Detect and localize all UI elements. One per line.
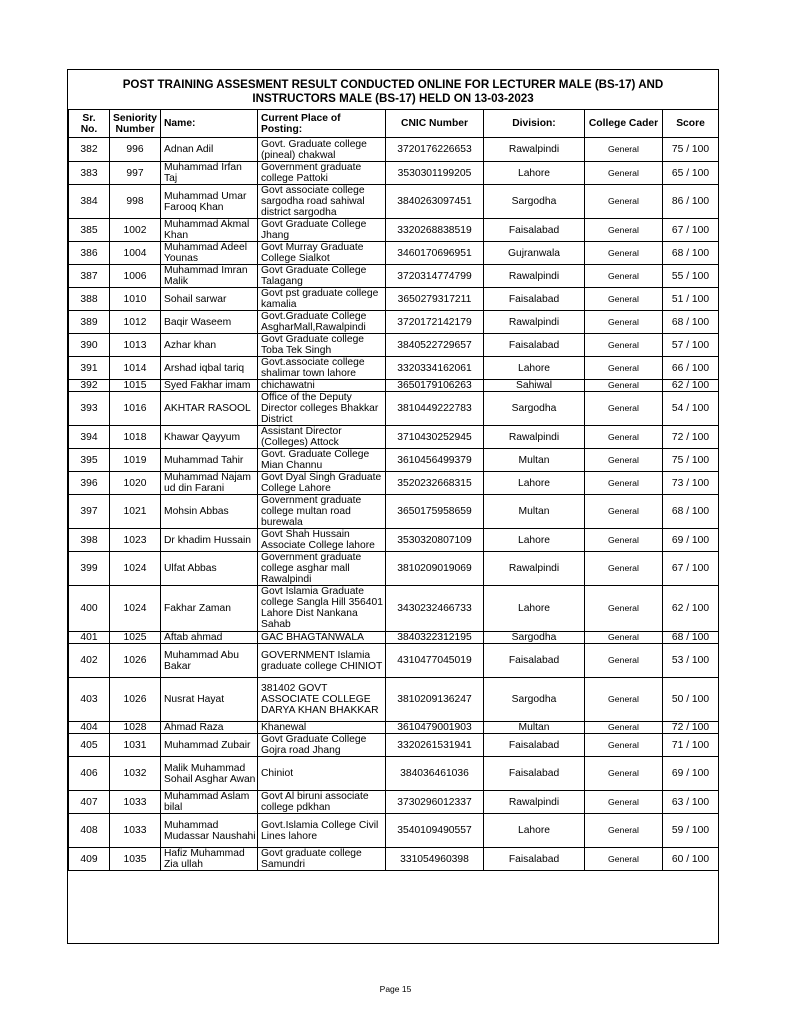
row-division: Sargodha — [484, 392, 585, 426]
header-place: Current Place of Posting: — [258, 110, 386, 138]
row-score: 75 / 100 — [663, 138, 719, 162]
row-division: Faisalabad — [484, 288, 585, 311]
row-seniority: 998 — [110, 185, 161, 219]
row-name: Azhar khan — [161, 334, 258, 357]
row-score: 68 / 100 — [663, 495, 719, 529]
header-name: Name: — [161, 110, 258, 138]
row-cadre: General — [585, 162, 663, 185]
title-line-1: POST TRAINING ASSESMENT RESULT CONDUCTED ONLINE FOR LECTURER MALE (BS-17) AND — [122, 78, 664, 91]
row-cnic: 384036461036 — [386, 757, 484, 791]
row-division: Lahore — [484, 586, 585, 632]
row-score: 67 / 100 — [663, 219, 719, 242]
row-name: Muhammad Abu Bakar — [161, 644, 258, 678]
row-place: Govt Dyal Singh Graduate College Lahore — [258, 472, 386, 495]
row-cadre: General — [585, 586, 663, 632]
row-score: 62 / 100 — [663, 586, 719, 632]
row-division: Rawalpindi — [484, 138, 585, 162]
row-division: Lahore — [484, 357, 585, 380]
header-division: Division: — [484, 110, 585, 138]
row-sr: 384 — [69, 185, 110, 219]
row-place: Khanewal — [258, 722, 386, 734]
row-seniority: 1014 — [110, 357, 161, 380]
row-cnic: 3430232466733 — [386, 586, 484, 632]
row-cnic: 3530301199205 — [386, 162, 484, 185]
row-name: Muhammad Tahir — [161, 449, 258, 472]
row-name: Muhammad Zubair — [161, 734, 258, 757]
row-cadre: General — [585, 426, 663, 449]
row-score: 73 / 100 — [663, 472, 719, 495]
row-place: Govt Al biruni associate college pdkhan — [258, 791, 386, 814]
header-cnic: CNIC Number — [386, 110, 484, 138]
row-place: Govt pst graduate college kamalia — [258, 288, 386, 311]
row-division: Rawalpindi — [484, 426, 585, 449]
row-sr: 392 — [69, 380, 110, 392]
row-sr: 391 — [69, 357, 110, 380]
row-division: Rawalpindi — [484, 552, 585, 586]
row-cadre: General — [585, 334, 663, 357]
title-line-2: INSTRUCTORS MALE (BS-17) HELD ON 13-03-2023 — [252, 92, 534, 105]
row-cadre: General — [585, 734, 663, 757]
row-score: 68 / 100 — [663, 632, 719, 644]
row-place: 381402 GOVT ASSOCIATE COLLEGE DARYA KHAN BHAKKAR — [258, 678, 386, 722]
row-seniority: 1015 — [110, 380, 161, 392]
table-row — [69, 242, 719, 265]
row-name: Muhammad Najam ud din Farani — [161, 472, 258, 495]
row-cnic: 3720176226653 — [386, 138, 484, 162]
table-row — [69, 632, 719, 644]
row-place: Govt Graduate College Jhang — [258, 219, 386, 242]
row-seniority: 997 — [110, 162, 161, 185]
row-cnic: 3810209019069 — [386, 552, 484, 586]
table-row — [69, 185, 719, 219]
row-cnic: 3720314774799 — [386, 265, 484, 288]
row-cadre: General — [585, 242, 663, 265]
table-row — [69, 552, 719, 586]
table-header-row — [69, 110, 719, 138]
header-score: Score — [663, 110, 719, 138]
row-sr: 393 — [69, 392, 110, 426]
row-cnic: 3720172142179 — [386, 311, 484, 334]
row-score: 60 / 100 — [663, 848, 719, 871]
row-cadre: General — [585, 265, 663, 288]
row-seniority: 1019 — [110, 449, 161, 472]
row-place: Govt associate college sargodha road sahiwal district sargodha — [258, 185, 386, 219]
row-seniority: 1013 — [110, 334, 161, 357]
table-row — [69, 644, 719, 678]
row-division: Faisalabad — [484, 757, 585, 791]
table-row — [69, 380, 719, 392]
row-sr: 388 — [69, 288, 110, 311]
row-place: Govt.associate college shalimar town lahore — [258, 357, 386, 380]
row-sr: 395 — [69, 449, 110, 472]
row-division: Rawalpindi — [484, 265, 585, 288]
row-sr: 397 — [69, 495, 110, 529]
row-score: 51 / 100 — [663, 288, 719, 311]
row-score: 57 / 100 — [663, 334, 719, 357]
row-name: Sohail sarwar — [161, 288, 258, 311]
row-sr: 407 — [69, 791, 110, 814]
row-score: 54 / 100 — [663, 392, 719, 426]
row-place: Govt Graduate College Gojra road Jhang — [258, 734, 386, 757]
table-row — [69, 722, 719, 734]
row-cadre: General — [585, 529, 663, 552]
row-score: 62 / 100 — [663, 380, 719, 392]
row-seniority: 1025 — [110, 632, 161, 644]
row-score: 71 / 100 — [663, 734, 719, 757]
row-place: Government graduate college Pattoki — [258, 162, 386, 185]
row-sr: 404 — [69, 722, 110, 734]
row-score: 69 / 100 — [663, 757, 719, 791]
row-cnic: 3840522729657 — [386, 334, 484, 357]
row-place: Chiniot — [258, 757, 386, 791]
row-sr: 403 — [69, 678, 110, 722]
row-seniority: 1021 — [110, 495, 161, 529]
row-seniority: 1023 — [110, 529, 161, 552]
row-seniority: 1033 — [110, 791, 161, 814]
table-row — [69, 529, 719, 552]
row-seniority: 1026 — [110, 644, 161, 678]
row-place: Assistant Director (Colleges) Attock — [258, 426, 386, 449]
row-cadre: General — [585, 644, 663, 678]
row-place: Govt.Islamia College Civil Lines lahore — [258, 814, 386, 848]
row-cadre: General — [585, 814, 663, 848]
row-name: Baqir Waseem — [161, 311, 258, 334]
table-row — [69, 392, 719, 426]
row-division: Lahore — [484, 472, 585, 495]
row-place: Govt. Graduate college (pineal) chakwal — [258, 138, 386, 162]
row-sr: 385 — [69, 219, 110, 242]
row-name: Aftab ahmad — [161, 632, 258, 644]
document-title — [68, 78, 718, 106]
row-score: 50 / 100 — [663, 678, 719, 722]
row-cnic: 3520232668315 — [386, 472, 484, 495]
row-cnic: 3840263097451 — [386, 185, 484, 219]
header-seniority: Seniority Number — [110, 110, 161, 138]
table-row — [69, 472, 719, 495]
row-cadre: General — [585, 392, 663, 426]
table-row — [69, 357, 719, 380]
row-name: Adnan Adil — [161, 138, 258, 162]
row-cnic: 3610479001903 — [386, 722, 484, 734]
row-seniority: 1012 — [110, 311, 161, 334]
row-sr: 400 — [69, 586, 110, 632]
row-division: Lahore — [484, 529, 585, 552]
row-cadre: General — [585, 722, 663, 734]
row-score: 69 / 100 — [663, 529, 719, 552]
row-place: Govt Shah Hussain Associate College lahore — [258, 529, 386, 552]
row-score: 72 / 100 — [663, 722, 719, 734]
row-sr: 405 — [69, 734, 110, 757]
row-division: Faisalabad — [484, 734, 585, 757]
row-name: Dr khadim Hussain — [161, 529, 258, 552]
row-score: 68 / 100 — [663, 242, 719, 265]
row-division: Sargodha — [484, 632, 585, 644]
table-row — [69, 219, 719, 242]
row-sr: 386 — [69, 242, 110, 265]
row-score: 67 / 100 — [663, 552, 719, 586]
row-cadre: General — [585, 632, 663, 644]
table-row — [69, 162, 719, 185]
row-sr: 382 — [69, 138, 110, 162]
header-cadre: College Cader — [585, 110, 663, 138]
row-name: Muhammad Imran Malik — [161, 265, 258, 288]
row-division: Faisalabad — [484, 334, 585, 357]
row-sr: 389 — [69, 311, 110, 334]
row-cnic: 4310477045019 — [386, 644, 484, 678]
row-name: Khawar Qayyum — [161, 426, 258, 449]
row-cnic: 3650179106263 — [386, 380, 484, 392]
row-division: Lahore — [484, 814, 585, 848]
row-place: Office of the Deputy Director colleges Bhakkar District — [258, 392, 386, 426]
row-score: 55 / 100 — [663, 265, 719, 288]
row-cnic: 3610456499379 — [386, 449, 484, 472]
row-place: Government graduate college asghar mall Rawalpindi — [258, 552, 386, 586]
row-score: 65 / 100 — [663, 162, 719, 185]
row-name: Muhammad Aslam bilal — [161, 791, 258, 814]
table-row — [69, 586, 719, 632]
row-sr: 399 — [69, 552, 110, 586]
row-division: Sahiwal — [484, 380, 585, 392]
row-cnic: 3530320807109 — [386, 529, 484, 552]
row-sr: 406 — [69, 757, 110, 791]
table-row — [69, 814, 719, 848]
row-score: 68 / 100 — [663, 311, 719, 334]
row-name: Fakhar Zaman — [161, 586, 258, 632]
row-cadre: General — [585, 848, 663, 871]
row-cnic: 3730296012337 — [386, 791, 484, 814]
row-seniority: 1018 — [110, 426, 161, 449]
table-row — [69, 678, 719, 722]
row-seniority: 1033 — [110, 814, 161, 848]
row-cnic: 3650279317211 — [386, 288, 484, 311]
row-sr: 390 — [69, 334, 110, 357]
row-cadre: General — [585, 138, 663, 162]
row-seniority: 1020 — [110, 472, 161, 495]
row-cadre: General — [585, 552, 663, 586]
row-division: Faisalabad — [484, 848, 585, 871]
row-seniority: 1016 — [110, 392, 161, 426]
row-place: chichawatni — [258, 380, 386, 392]
table-row — [69, 848, 719, 871]
row-seniority: 1024 — [110, 586, 161, 632]
row-division: Gujranwala — [484, 242, 585, 265]
row-score: 59 / 100 — [663, 814, 719, 848]
row-sr: 387 — [69, 265, 110, 288]
row-score: 86 / 100 — [663, 185, 719, 219]
row-place: Government graduate college multan road burewala — [258, 495, 386, 529]
row-cnic: 3540109490557 — [386, 814, 484, 848]
row-seniority: 1010 — [110, 288, 161, 311]
results-sheet — [67, 69, 719, 944]
row-cnic: 3840322312195 — [386, 632, 484, 644]
row-sr: 383 — [69, 162, 110, 185]
row-name: Muhammad Umar Farooq Khan — [161, 185, 258, 219]
row-name: Muhammad Adeel Younas — [161, 242, 258, 265]
row-sr: 401 — [69, 632, 110, 644]
row-place: Govt. Graduate College Mian Channu — [258, 449, 386, 472]
row-seniority: 1026 — [110, 678, 161, 722]
row-seniority: 1032 — [110, 757, 161, 791]
table-body — [69, 138, 719, 871]
row-seniority: 1035 — [110, 848, 161, 871]
row-cnic: 3460170696951 — [386, 242, 484, 265]
row-score: 72 / 100 — [663, 426, 719, 449]
table-row — [69, 791, 719, 814]
table-row — [69, 334, 719, 357]
row-cadre: General — [585, 380, 663, 392]
table-row — [69, 449, 719, 472]
row-sr: 394 — [69, 426, 110, 449]
row-cadre: General — [585, 791, 663, 814]
table-row — [69, 495, 719, 529]
row-division: Rawalpindi — [484, 311, 585, 334]
row-cadre: General — [585, 757, 663, 791]
row-name: Malik Muhammad Sohail Asghar Awan — [161, 757, 258, 791]
row-cadre: General — [585, 219, 663, 242]
row-cadre: General — [585, 288, 663, 311]
row-name: Muhammad Mudassar Naushahi — [161, 814, 258, 848]
results-table — [68, 109, 719, 871]
row-name: Mohsin Abbas — [161, 495, 258, 529]
row-cnic: 3320268838519 — [386, 219, 484, 242]
row-cnic: 3320261531941 — [386, 734, 484, 757]
row-sr: 402 — [69, 644, 110, 678]
row-sr: 408 — [69, 814, 110, 848]
row-sr: 409 — [69, 848, 110, 871]
row-seniority: 1031 — [110, 734, 161, 757]
header-sr: Sr. No. — [69, 110, 110, 138]
row-place: GOVERNMENT Islamia graduate college CHINIOT — [258, 644, 386, 678]
row-division: Rawalpindi — [484, 791, 585, 814]
row-name: Muhammad Akmal Khan — [161, 219, 258, 242]
row-division: Faisalabad — [484, 219, 585, 242]
row-name: Hafiz Muhammad Zia ullah — [161, 848, 258, 871]
row-name: Muhammad Irfan Taj — [161, 162, 258, 185]
row-score: 75 / 100 — [663, 449, 719, 472]
table-row — [69, 426, 719, 449]
row-division: Sargodha — [484, 185, 585, 219]
row-seniority: 1024 — [110, 552, 161, 586]
row-name: Ahmad Raza — [161, 722, 258, 734]
row-division: Multan — [484, 722, 585, 734]
row-division: Faisalabad — [484, 644, 585, 678]
row-seniority: 1028 — [110, 722, 161, 734]
row-seniority: 996 — [110, 138, 161, 162]
row-cnic: 3810449222783 — [386, 392, 484, 426]
row-cadre: General — [585, 449, 663, 472]
row-cnic: 3320334162061 — [386, 357, 484, 380]
row-cadre: General — [585, 472, 663, 495]
row-seniority: 1006 — [110, 265, 161, 288]
row-place: Govt Graduate college Toba Tek Singh — [258, 334, 386, 357]
row-division: Sargodha — [484, 678, 585, 722]
row-place: Govt Islamia Graduate college Sangla Hill 356401 Lahore Dist Nankana Sahab — [258, 586, 386, 632]
row-cadre: General — [585, 357, 663, 380]
row-place: GAC BHAGTANWALA — [258, 632, 386, 644]
row-cadre: General — [585, 495, 663, 529]
row-cadre: General — [585, 311, 663, 334]
row-cadre: General — [585, 185, 663, 219]
table-row — [69, 288, 719, 311]
row-cnic: 3810209136247 — [386, 678, 484, 722]
row-sr: 398 — [69, 529, 110, 552]
row-seniority: 1004 — [110, 242, 161, 265]
table-row — [69, 757, 719, 791]
row-seniority: 1002 — [110, 219, 161, 242]
row-sr: 396 — [69, 472, 110, 495]
row-place: Govt graduate college Samundri — [258, 848, 386, 871]
row-name: Arshad iqbal tariq — [161, 357, 258, 380]
row-score: 63 / 100 — [663, 791, 719, 814]
row-division: Lahore — [484, 162, 585, 185]
row-division: Multan — [484, 449, 585, 472]
row-name: AKHTAR RASOOL — [161, 392, 258, 426]
row-score: 53 / 100 — [663, 644, 719, 678]
table-row — [69, 138, 719, 162]
row-cnic: 331054960398 — [386, 848, 484, 871]
row-name: Nusrat Hayat — [161, 678, 258, 722]
row-place: Govt.Graduate College AsgharMall,Rawalpindi — [258, 311, 386, 334]
row-cnic: 3710430252945 — [386, 426, 484, 449]
row-name: Ulfat Abbas — [161, 552, 258, 586]
row-division: Multan — [484, 495, 585, 529]
table-row — [69, 311, 719, 334]
row-name: Syed Fakhar imam — [161, 380, 258, 392]
row-place: Govt Murray Graduate College Sialkot — [258, 242, 386, 265]
row-score: 66 / 100 — [663, 357, 719, 380]
row-place: Govt Graduate College Talagang — [258, 265, 386, 288]
table-row — [69, 734, 719, 757]
page-number: Page 15 — [379, 984, 412, 994]
table-row — [69, 265, 719, 288]
row-cnic: 3650175958659 — [386, 495, 484, 529]
row-cadre: General — [585, 678, 663, 722]
